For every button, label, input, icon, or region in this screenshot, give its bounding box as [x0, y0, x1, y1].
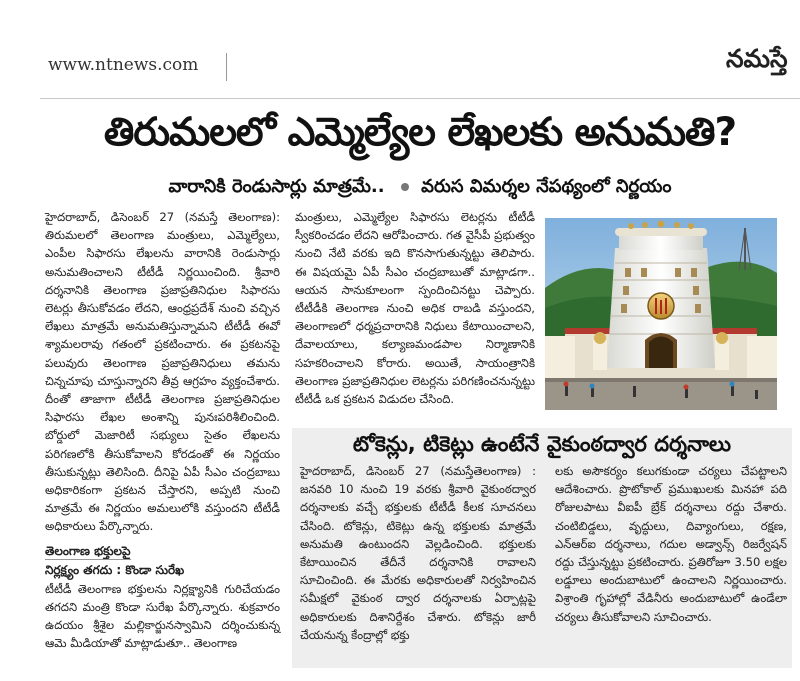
subhead-left: వారానికి రెండుసార్లు మాత్రమే..	[168, 176, 385, 197]
temple-gopuram-illustration	[545, 218, 777, 410]
sub-label-1: తెలంగాణ భక్తులపై	[45, 543, 131, 558]
sidebar-column-2	[555, 462, 787, 626]
sidebar-column-1	[300, 462, 536, 644]
subheads	[40, 176, 800, 201]
sub-label-2: నిర్లక్ష్యం తగదు : కొండా సురేఖ	[45, 562, 185, 577]
article-paragraph: హైదరాబాద్, డిసెంబర్ 27 (నమస్తే తెలంగాణ): తిరుమలలో తెలంగాణ మంత్రులు, ఎమ్మెల్యేలు, ఎంపీల సిఫారసు లేఖలను వారానికి రెండుసార్లు అనుమతించాలని టీటీడీ నిర్ణయించింది. శ్రీవారి దర్శనానికి తెలంగాణ ప్రజాప్రతినిధుల సిఫారసు లెటర్లు తీసుకోవడం లేదని, ఆంధ్రప్రదేశ్ నుంచి వచ్చిన లేఖలు మాత్రమే అనుమతిస్తున్నామని టీటీడీ ఈవో శ్యామలరావు గతంలో ప్రకటించారు. ఈ ప్రకటనపై పలువురు తెలంగాణ ప్రజాప్రతినిధులు తమను చిన్నచూపు చూస్తున్నారని తీవ్ర ఆగ్రహం వ్యక్తంచేశారు. దీంతో తాజాగా టీటీడీ తెలంగాణ ప్రజాప్రతినిధుల సిఫారసు లేఖల అంశాన్ని పునఃపరిశీలించింది. బోర్డులో మెజారిటీ సభ్యులు సైతం లేఖలను పరిగణలోకి తీసుకోవాలని కోరడంతో ఈ నిర్ణయం తీసుకున్నట్లు తెలిసింది. దీనిపై ఏపీ సీఎం చంద్రబాబు అధికారికంగా ప్రకటన చేస్తారని, అప్పటి నుంచి మాత్రమే ఈ నిర్ణయం అమలులోకి వస్తుందని టీటీడీ అధికారులు పేర్కొన్నారు.	[45, 210, 280, 534]
article-column-1	[45, 208, 280, 653]
sidebar-paragraph: లకు అసౌకర్యం కలుగకుండా చర్యలు చేపట్టాలని ఆదేశించారు. ప్రొటోకాల్ ప్రముఖులకు మినహా పది రోజులపాటు వీఐపీ బ్రేక్ దర్శనాలు రద్దు చేశారు. చంటిబిడ్డలు, వృద్ధులు, దివ్యాంగులు, రక్షణ, ఎన్ఆర్ఐ దర్శనాలు, గదుల అడ్వాన్స్ రిజర్వేషన్ రద్దు చేస్తున్నట్టు ప్రకటించారు. ప్రతిరోజూ 3.50 లక్షల లడ్డూలు అందుబాటులో ఉంచాలని నిర్ణయించారు. విశ్రాంతి గృహాల్లో వేడినీరు అందుబాటులో ఉండేలా చర్యలు తీసుకోవాలని సూచించారు.	[555, 464, 787, 624]
article-paragraph: మంత్రులు, ఎమ్మెల్యేల సిఫారసు లెటర్లను టీటీడీ స్వీకరించడం లేదని ఆరోపించారు. గత వైసీపీ ప్రభుత్వం నుంచి నేటి వరకు ఇది కొనసాగుతున్నట్టు తెలిపారు. ఈ విషయమై ఏపీ సీఎం చంద్రబాబుతో మాట్లాడగా.. ఆయన సానుకూలంగా స్పందించినట్టు చెప్పారు. టీటీడీకి తెలంగాణ నుంచి అధిక రాబడి వస్తుందని, తెలంగాణలో ధర్మప్రచారానికి నిధులు కేటాయించాలని, దేవాలయాలు, కల్యాణమండపాల నిర్మాణానికి సహకరించాలని కోరారు. అయితే, సాయంత్రానికి తెలంగాణ ప్రజాప్రతినిధుల లెటర్లను పరిగణించనున్నట్టు టీటీడీ ఒక ప్రకటన విడుదల చేసింది.	[295, 210, 535, 407]
article-paragraph: టీటీడీ తెలంగాణ భక్తులను నిర్లక్ష్యానికి గురిచేయడం తగదని మంత్రి కొండా సురేఖ పేర్కొన్నారు. శుక్రవారం ఉదయం శ్రీశైల మల్లికార్జునస్వామిని దర్శించుకున్న ఆమె మీడియాతో మాట్లాడుతూ.. తెలంగాణ	[45, 581, 280, 651]
top-rule	[40, 98, 800, 99]
site-url[interactable]: www.ntnews.com	[48, 55, 199, 75]
article-column-2	[295, 208, 535, 408]
headline: తిరుమలలో ఎమ్మెల్యేల లేఖలకు అనుమతి?	[103, 110, 737, 155]
sidebar-paragraph: హైదరాబాద్, డిసెంబర్ 27 (నమస్తేతెలంగాణ) : జనవరి 10 నుంచి 19 వరకు శ్రీవారి వైకుంఠద్వార దర్శనాలకు వచ్చే భక్తులకు టీటీడీ కీలక సూచనలు చేసింది. టోకెన్లు, టికెట్లు ఉన్న భక్తులకు మాత్రమే అనుమతి ఉంటుందని వెల్లడించింది. భక్తులకు కేటాయించిన తేదీనే దర్శనానికి రావాలని సూచించింది. ఈ మేరకు అధికారులతో నిర్వహించిన సమీక్షలో వైకుంఠ ద్వార దర్శనాలకు ఏర్పాట్లపై అధికారులకు దిశానిర్దేశం చేశారు. టోకెన్లు జారీ చేయనున్న కేంద్రాల్లో భక్తు	[300, 464, 536, 642]
temple-photo	[545, 218, 777, 410]
bullet-icon	[401, 183, 409, 191]
url-separator	[226, 53, 227, 81]
sidebar-box-title: టోకెన్లు, టికెట్లు ఉంటేనే వైకుంఠద్వార దర్శనాలు	[352, 432, 732, 456]
subhead-right: వరుస విమర్శల నేపథ్యంలో నిర్ణయం	[421, 176, 672, 197]
masthead-logo: నమస్తే	[726, 44, 788, 73]
